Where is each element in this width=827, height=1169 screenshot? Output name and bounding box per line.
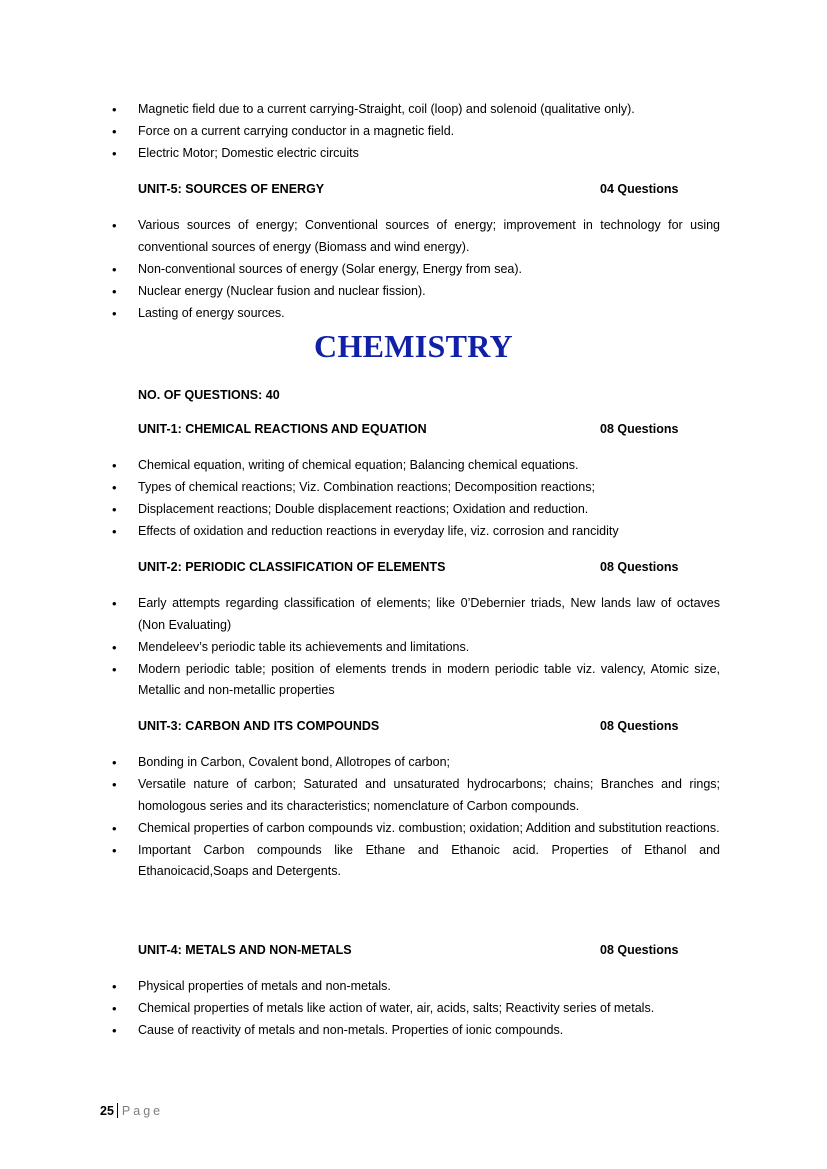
chem-unit3-header [138,719,683,733]
list-item: • Important Carbon compounds like Ethane and Ethanoic acid. Properties of Ethanol and Ethanoicacid,Soaps and Detergents. [112,840,720,883]
list-item: • Electric Motor; Domestic electric circuits [112,143,720,165]
list-item: • Non-conventional sources of energy (Solar energy, Energy from sea). [112,259,720,281]
page-label: Page [121,1104,164,1118]
list-item: • Physical properties of metals and non-metals. [112,976,720,998]
section-heading-chemistry: CHEMISTRY [314,328,513,364]
list-item: • Mendeleev’s periodic table its achievements and limitations. [112,637,720,659]
list-item: • Nuclear energy (Nuclear fusion and nuclear fission). [112,281,720,303]
top-bullet-list [112,99,720,165]
chem-unit2-list [112,593,720,702]
unit-question-count: 04 Questions [600,182,679,196]
list-item: • Magnetic field due to a current carrying-Straight, coil (loop) and solenoid (qualitative only). [112,99,720,121]
number-of-questions: NO. OF QUESTIONS: 40 [138,388,280,402]
list-item: • Effects of oxidation and reduction reactions in everyday life, viz. corrosion and rancidity [112,521,720,543]
unit5-list [112,215,720,325]
list-item: • Force on a current carrying conductor in a magnetic field. [112,121,720,143]
unit5-header [138,182,683,196]
list-item: • Chemical equation, writing of chemical equation; Balancing chemical equations. [112,455,720,477]
list-item: • Early attempts regarding classification of elements; like 0’Debernier triads, New lands law of octaves (Non Evaluating) [112,593,720,636]
chem-unit4-list [112,976,720,1042]
list-item: • Chemical properties of metals like action of water, air, acids, salts; Reactivity series of metals. [112,998,720,1020]
list-item: • Cause of reactivity of metals and non-metals. Properties of ionic compounds. [112,1020,720,1042]
page-number: 25 [100,1104,114,1118]
unit-title: UNIT-3: CARBON AND ITS COMPOUNDS [138,719,380,733]
chem-unit2-header [138,560,683,574]
list-item: • Versatile nature of carbon; Saturated and unsaturated hydrocarbons; chains; Branches and rings; homologous series and its characteristics; nomenclature of Carbon compounds. [112,774,720,817]
list-item: • Types of chemical reactions; Viz. Combination reactions; Decomposition reactions; [112,477,720,499]
unit-title: UNIT-5: SOURCES OF ENERGY [138,182,325,196]
chem-unit1-list [112,455,720,543]
chem-unit4-header [138,943,683,957]
chem-unit1-header [138,422,683,436]
unit-title: UNIT-2: PERIODIC CLASSIFICATION OF ELEMENTS [138,560,446,574]
unit-question-count: 08 Questions [600,719,679,733]
page-footer [100,1103,163,1118]
list-item: • Lasting of energy sources. [112,303,720,325]
list-item: • Modern periodic table; position of elements trends in modern periodic table viz. valency, Atomic size, Metallic and non-metallic properties [112,659,720,702]
list-item: • Displacement reactions; Double displacement reactions; Oxidation and reduction. [112,499,720,521]
chem-unit3-list [112,752,720,883]
unit-title: UNIT-4: METALS AND NON-METALS [138,943,352,957]
list-item: • Bonding in Carbon, Covalent bond, Allotropes of carbon; [112,752,720,774]
list-item: • Chemical properties of carbon compounds viz. combustion; oxidation; Addition and substitution reactions. [112,818,720,840]
unit-question-count: 08 Questions [600,422,679,436]
unit-title: UNIT-1: CHEMICAL REACTIONS AND EQUATION [138,422,427,436]
unit-question-count: 08 Questions [600,560,679,574]
list-item: • Various sources of energy; Conventional sources of energy; improvement in technology for using conventional sources of energy (Biomass and wind energy). [112,215,720,258]
footer-divider [117,1103,118,1118]
unit-question-count: 08 Questions [600,943,679,957]
